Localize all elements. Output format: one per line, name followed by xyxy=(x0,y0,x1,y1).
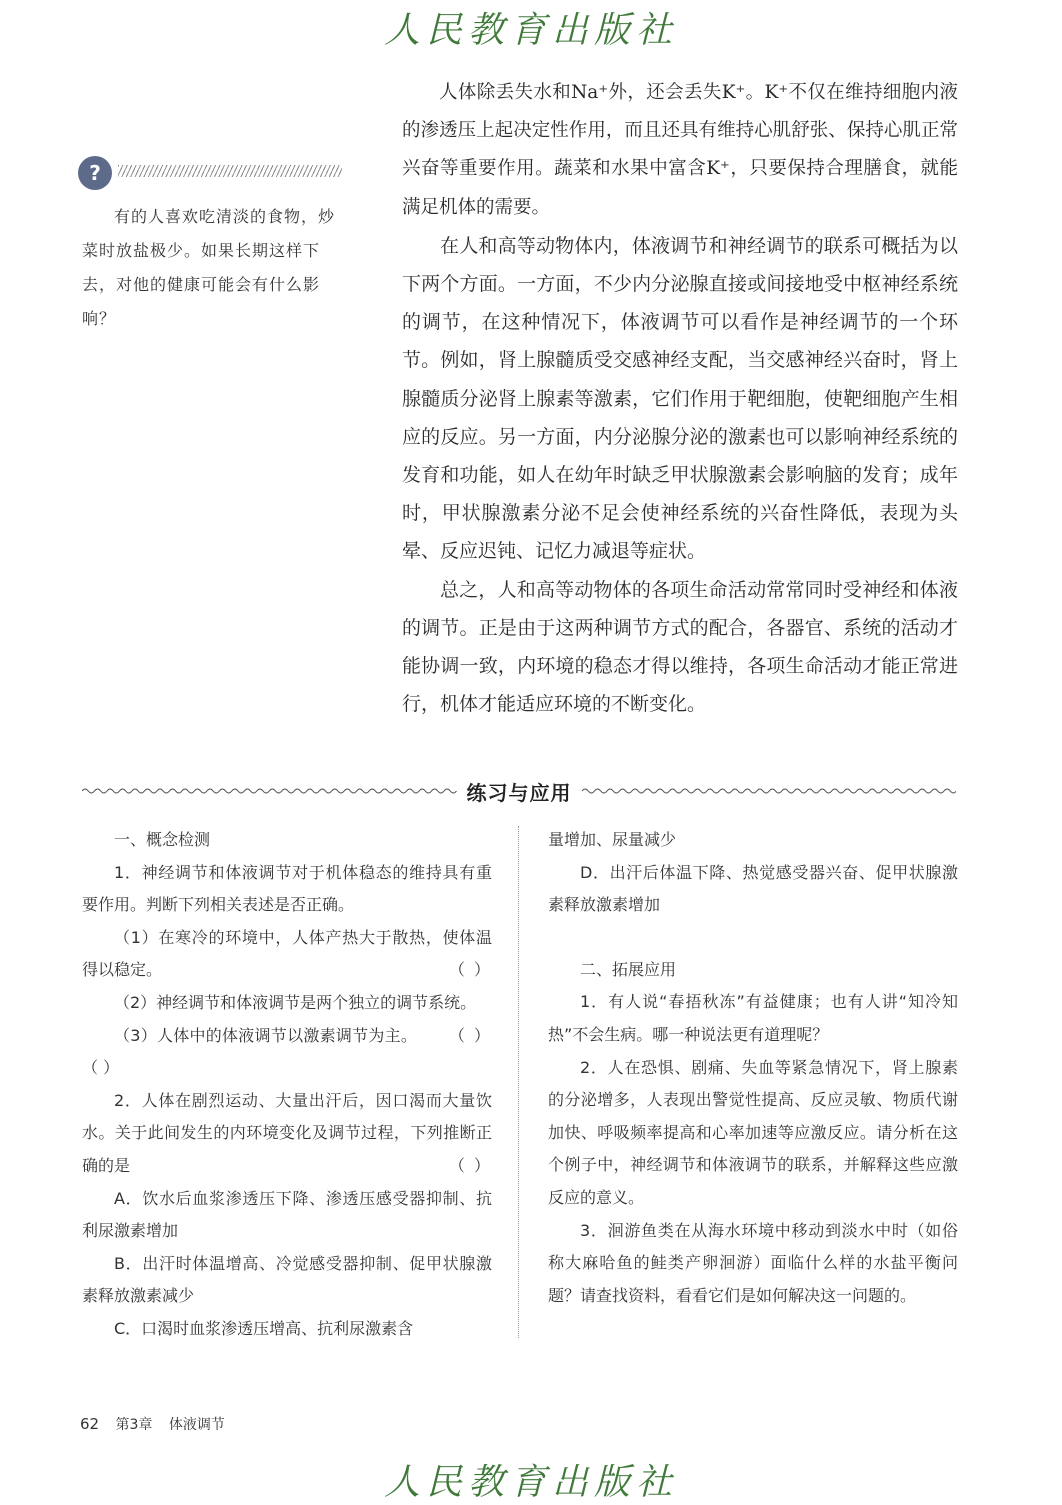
answer-bracket: （ ） xyxy=(448,1025,492,1045)
publisher-watermark-bottom: 人民教育出版社 xyxy=(383,1462,678,1503)
page-number: 62 xyxy=(80,1415,100,1433)
question-2: 2．人体在剧烈运动、大量出汗后，因口渴而大量饮水。关于此间发生的内环境变化及调节过程，下列推断正确的是 （ ） xyxy=(82,1085,492,1183)
option-c-continued: 量增加、尿量减少 xyxy=(548,830,677,849)
question-1-1: （1）在寒冷的环境中，人体产热大于散热，使体温得以稳定。 （ ） xyxy=(82,922,492,987)
exercise-title: 练习与应用 xyxy=(466,780,572,805)
answer-bracket: （ ） xyxy=(448,960,492,980)
question-1-3: （3）人体中的体液调节以激素调节为主。（ ） xyxy=(82,1025,417,1078)
extend-question-3: 3．洄游鱼类在从海水环境中移动到淡水中时（如俗称大麻哈鱼的鲑类产卵洄游）面临什么样的水盐平衡问题？请查找资料，看看它们是如何解决这一问题的。 xyxy=(548,1220,958,1305)
wave-divider-right xyxy=(582,786,957,796)
exercise-right-column xyxy=(548,824,958,1312)
chapter-title: 体液调节 xyxy=(168,1417,225,1433)
option-a: A．饮水后血浆渗透压下降、渗透压感受器抑制、抗利尿激素增加 xyxy=(82,1188,492,1241)
extend-question-1: 1．有人说“春捂秋冻”有益健康；也有人讲“知冷知热”不会生病。哪一种说法更有道理呢？ xyxy=(548,992,958,1044)
chapter-label: 第3章 xyxy=(115,1417,153,1433)
paragraph-relationship: 在人和高等动物体内，体液调节和神经调节的联系可概括为以下两个方面。一方面，不少内分泌腺直接或间接地受中枢神经系统的调节，在这种情况下，体液调节可以看作是神经调节的一个环节。例如，肾上腺髓质受交感神经支配，当交感神经兴奋时，肾上腺髓质分泌肾上腺素等激素，它们作用于靶细胞，使靶细胞产生相应的反应。另一方面，内分泌腺分泌的激素也可以影响神经系统的发育和功能，如人在幼年时缺乏甲状腺激素会影响脑的发育；成年时，甲状腺激素分泌不足会使神经系统的兴奋性降低，表现为头晕、反应迟钝、记忆力减退等症状。 xyxy=(402,234,958,563)
extend-question-2: 2．人在恐惧、剧痛、失血等紧急情况下，肾上腺素的分泌增多，人表现出警觉性提高、反应灵敏、物质代谢加快、呼吸频率提高和心率加速等应激反应。请分析在这个例子中，神经调节和体液调节的联系，并解释这些应激反应的意义。 xyxy=(548,1057,958,1207)
hatch-divider xyxy=(118,165,342,177)
option-c: C．口渴时血浆渗透压增高、抗利尿激素含 xyxy=(114,1318,414,1338)
option-d: D．出汗后体温下降、热觉感受器兴奋、促甲状腺激素释放激素增加 xyxy=(548,862,958,915)
publisher-watermark-top: 人民教育出版社 xyxy=(383,10,678,51)
concept-heading: 一、概念检测 xyxy=(114,830,211,849)
extend-heading: 二、拓展应用 xyxy=(580,959,677,979)
main-text xyxy=(402,74,958,723)
exercise-left-column xyxy=(82,824,492,1346)
option-b: B．出汗时体温增高、冷觉感受器抑制、促甲状腺激素释放激素减少 xyxy=(82,1253,492,1306)
paragraph-summary: 总之，人和高等动物体的各项生命活动常常同时受神经和体液的调节。正是由于这两种调节方式的配合，各器官、系统的活动才能协调一致，内环境的稳态才得以维持，各项生命活动才能正常进行，机体才能适应环境的不断变化。 xyxy=(402,578,958,716)
question-1-2: （2）神经调节和体液调节是两个独立的调节系统。 （ ） xyxy=(82,987,492,1020)
answer-bracket: （ ） xyxy=(448,1155,492,1175)
column-divider xyxy=(518,826,519,1338)
paragraph-potassium: 人体除丢失水和Na⁺外，还会丢失K⁺。K⁺不仅在维持细胞内液的渗透压上起决定性作用，而且还具有维持心肌舒张、保持心肌正常兴奋等重要作用。蔬菜和水果中富含K⁺，只要保持合理膳食，就能满足机体的需要。 xyxy=(402,82,958,218)
exercise-section-header xyxy=(82,774,956,808)
answer-bracket: （ ） xyxy=(82,1058,120,1078)
question-1: 1．神经调节和体液调节对于机体稳态的维持具有重要作用。判断下列相关表述是否正确。 xyxy=(82,862,492,915)
question-icon: ? xyxy=(78,156,112,190)
wave-divider-left xyxy=(82,786,457,796)
side-note-text: 有的人喜欢吃清淡的食物，炒菜时放盐极少。如果长期这样下去，对他的健康可能会有什么影响？ xyxy=(82,207,336,328)
page-footer xyxy=(80,1414,225,1434)
